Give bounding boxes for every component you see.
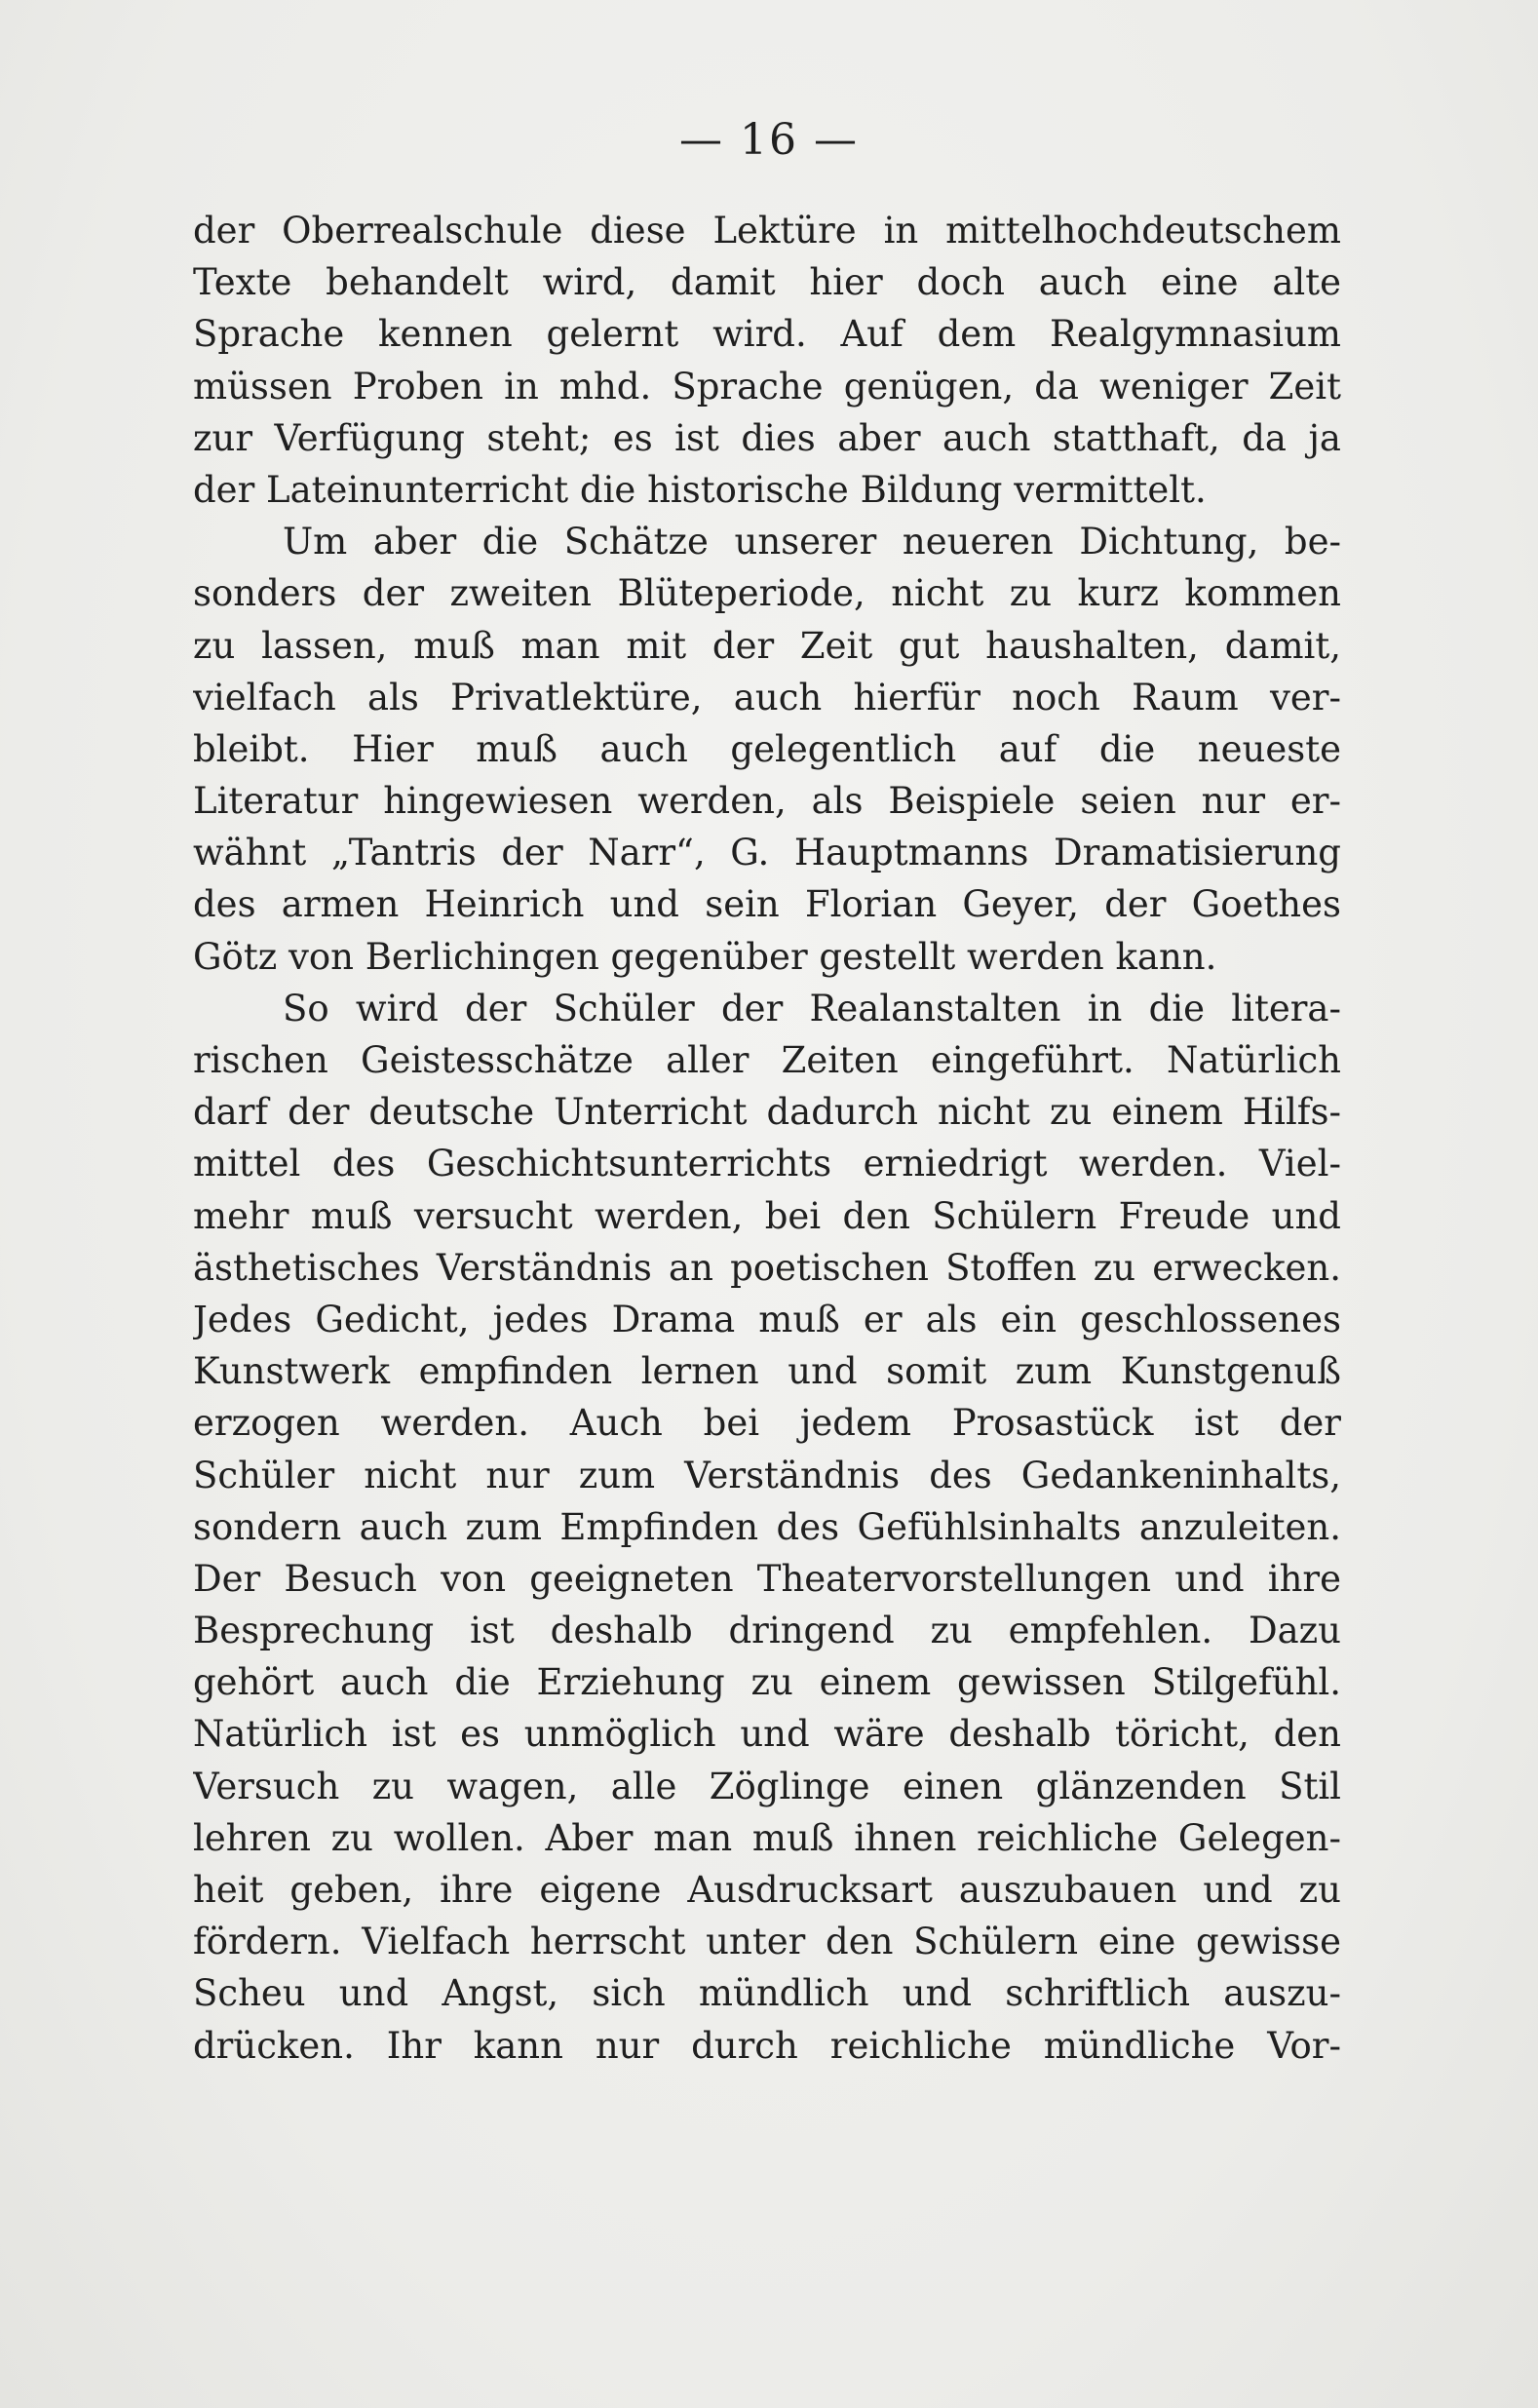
text-line: Sprache kennen gelernt wird. Auf dem Realgymnasium: [193, 313, 1341, 356]
text-line: Literatur hingewiesen werden, als Beispiele seien nur er-: [193, 780, 1341, 823]
text-line: Jedes Gedicht, jedes Drama muß er als ein geschlossenes: [193, 1298, 1341, 1340]
text-line: So wird der Schüler der Realanstalten in die litera-: [283, 987, 1341, 1029]
text-line: ästhetisches Verständnis an poetischen Stoffen zu erwecken.: [193, 1246, 1341, 1289]
text-line: fördern. Vielfach herrscht unter den Schülern eine gewisse: [193, 1921, 1341, 1963]
text-line: mittel des Geschichtsunterrichts erniedrigt werden. Viel-: [193, 1143, 1341, 1185]
text-line: der Lateinunterricht die historische Bildung vermittelt.: [193, 468, 1207, 511]
text-line: Schüler nicht nur zum Verständnis des Gedankeninhalts,: [193, 1454, 1341, 1496]
text-line: sonders der zweiten Blüteperiode, nicht zu kurz kommen: [193, 572, 1341, 615]
text-line: Um aber die Schätze unserer neueren Dichtung, be-: [283, 521, 1341, 563]
text-line: lehren zu wollen. Aber man muß ihnen reichliche Gelegen-: [193, 1816, 1341, 1859]
text-line: heit geben, ihre eigene Ausdrucksart auszubauen und zu: [193, 1869, 1341, 1911]
text-line: drücken. Ihr kann nur durch reichliche mündliche Vor-: [193, 2024, 1341, 2067]
body-text: [193, 205, 1341, 2072]
text-line: Natürlich ist es unmöglich und wäre deshalb töricht, den: [193, 1713, 1341, 1756]
text-line: erzogen werden. Auch bei jedem Prosastück ist der: [193, 1402, 1341, 1445]
text-line: sondern auch zum Empfinden des Gefühlsinhalts anzuleiten.: [193, 1505, 1341, 1548]
text-line: der Oberrealschule diese Lektüre in mittelhochdeutschem: [193, 210, 1341, 252]
text-line: Besprechung ist deshalb dringend zu empfehlen. Dazu: [193, 1610, 1341, 1652]
text-line: Götz von Berlichingen gegenüber gestellt werden kann.: [193, 935, 1217, 978]
text-line: Scheu und Angst, sich mündlich und schriftlich auszu-: [193, 1972, 1341, 2015]
text-line: müssen Proben in mhd. Sprache genügen, da weniger Zeit: [193, 365, 1341, 408]
text-line: vielfach als Privatlektüre, auch hierfür noch Raum ver-: [193, 676, 1341, 719]
text-line: Der Besuch von geeigneten Theatervorstellungen und ihre: [193, 1557, 1341, 1600]
text-line: wähnt „Tantris der Narr“, G. Hauptmanns Dramatisierung: [193, 832, 1341, 874]
text-line: darf der deutsche Unterricht dadurch nicht zu einem Hilfs-: [193, 1091, 1341, 1134]
text-line: zur Verfügung steht; es ist dies aber auch statthaft, da ja: [193, 416, 1341, 459]
text-line: Texte behandelt wird, damit hier doch auch eine alte: [193, 261, 1341, 304]
text-line: Versuch zu wagen, alle Zöglinge einen glänzenden Stil: [193, 1765, 1341, 1807]
text-line: Kunstwerk empfinden lernen und somit zum Kunstgenuß: [193, 1350, 1341, 1393]
text-line: gehört auch die Erziehung zu einem gewissen Stilgefühl.: [193, 1661, 1341, 1704]
text-line: mehr muß versucht werden, bei den Schülern Freude und: [193, 1194, 1341, 1237]
text-line: zu lassen, muß man mit der Zeit gut haushalten, damit,: [193, 624, 1341, 667]
text-line: rischen Geistesschätze aller Zeiten eingeführt. Natürlich: [193, 1039, 1341, 1081]
page-number: — 16 —: [679, 115, 859, 165]
text-line: bleibt. Hier muß auch gelegentlich auf die neueste: [193, 727, 1341, 770]
text-line: des armen Heinrich und sein Florian Geyer, der Goethes: [193, 883, 1341, 926]
